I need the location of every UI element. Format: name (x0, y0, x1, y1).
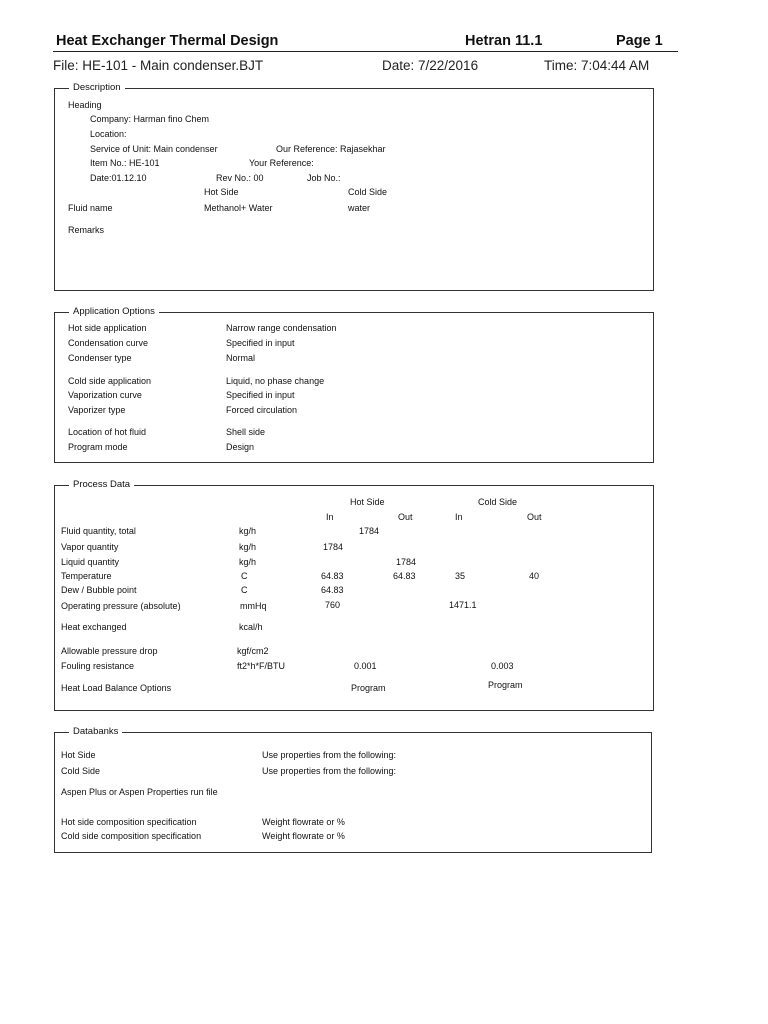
option-label: Program mode (68, 442, 128, 452)
fluid-name-label: Fluid name (68, 203, 113, 213)
hot-fouling: 0.001 (354, 661, 377, 671)
process-unit: kg/h (239, 542, 257, 552)
option-label: Hot side application (68, 323, 147, 333)
databank-label: Hot side composition specification (61, 817, 197, 827)
program-version: Hetran 11.1 (465, 33, 543, 49)
cold-in-pressure: 1471.1 (449, 600, 477, 610)
cold-side-heading: Cold Side (478, 497, 518, 507)
process-unit: ft2*h*F/BTU (237, 661, 286, 671)
process-label: Liquid quantity (61, 557, 120, 567)
process-unit: kgf/cm2 (237, 646, 269, 656)
process-label: Vapor quantity (61, 542, 119, 552)
process-unit: kcal/h (239, 622, 263, 632)
hot-side-heading: Hot Side (204, 187, 239, 197)
file-name: File: HE-101 - Main condenser.BJT (53, 58, 264, 73)
description-section (54, 82, 654, 291)
option-value: Design (226, 442, 255, 452)
option-value: Specified in input (226, 390, 295, 400)
process-label: Fluid quantity, total (61, 526, 136, 536)
databank-label: Cold side composition specification (61, 831, 202, 841)
cold-out-heading: Out (527, 512, 542, 522)
databanks-section (54, 726, 652, 853)
process-label: Operating pressure (absolute) (61, 601, 181, 611)
option-value: Shell side (226, 427, 266, 437)
cold-fluid-name: water (348, 203, 371, 213)
your-reference-field: Your Reference: (249, 158, 314, 168)
process-label: Dew / Bubble point (61, 585, 137, 595)
description-date-field: Date:01.12.10 (90, 173, 147, 183)
option-label: Location of hot fluid (68, 427, 147, 437)
revision-field: Rev No.: 00 (216, 173, 264, 183)
databank-value: Use properties from the following: (262, 750, 397, 760)
hot-out-heading: Out (398, 512, 413, 522)
process-label: Fouling resistance (61, 661, 135, 671)
hot-in-heading: In (326, 512, 334, 522)
process-unit: mmHq (240, 601, 267, 611)
option-label: Condensation curve (68, 338, 149, 348)
process-label: Temperature (61, 571, 112, 581)
option-value: Liquid, no phase change (226, 376, 325, 386)
header-divider (53, 51, 678, 52)
databanks-legend: Databanks (69, 725, 122, 739)
process-label: Allowable pressure drop (61, 646, 158, 656)
hot-heat-load-option: Program (351, 683, 386, 693)
cold-side-heading: Cold Side (348, 187, 388, 197)
page-number: Page 1 (616, 33, 663, 49)
hot-out-temp: 64.83 (393, 571, 416, 581)
report-date: Date: 7/22/2016 (382, 58, 479, 73)
option-label: Condenser type (68, 353, 132, 363)
databank-value: Weight flowrate or % (262, 817, 345, 827)
item-number-field: Item No.: HE-101 (90, 158, 160, 168)
service-field: Service of Unit: Main condenser (90, 144, 218, 154)
option-label: Vaporization curve (68, 390, 142, 400)
databank-value: Weight flowrate or % (262, 831, 345, 841)
hot-in-temp: 64.83 (321, 571, 344, 581)
heading-label: Heading (68, 100, 102, 110)
our-reference-field: Our Reference: Rajasekhar (276, 144, 386, 154)
process-data-legend: Process Data (69, 478, 134, 492)
process-label: Heat Load Balance Options (61, 683, 172, 693)
description-legend: Description (69, 81, 125, 95)
option-value: Narrow range condensation (226, 323, 337, 333)
cold-heat-load-option: Program (488, 680, 523, 690)
hot-fluid-name: Methanol+ Water (204, 203, 273, 213)
hot-out-liquid: 1784 (396, 557, 417, 567)
process-data-section (54, 479, 654, 711)
cold-in-temp: 35 (455, 571, 466, 581)
company-field: Company: Harman fino Chem (90, 114, 210, 124)
cold-in-heading: In (455, 512, 463, 522)
hot-in-pressure: 760 (325, 600, 341, 610)
report-title: Heat Exchanger Thermal Design (56, 33, 279, 49)
process-unit: C (241, 571, 248, 581)
cold-fouling: 0.003 (491, 661, 514, 671)
option-value: Forced circulation (226, 405, 298, 415)
option-value: Specified in input (226, 338, 295, 348)
option-value: Normal (226, 353, 256, 363)
databank-value: Use properties from the following: (262, 766, 397, 776)
databank-label: Aspen Plus or Aspen Properties run file (61, 787, 218, 797)
process-unit: C (241, 585, 248, 595)
remarks-label: Remarks (68, 225, 105, 235)
process-unit: kg/h (239, 557, 257, 567)
dew-point: 64.83 (321, 585, 344, 595)
hot-side-heading: Hot Side (350, 497, 385, 507)
option-label: Cold side application (68, 376, 152, 386)
location-field: Location: (90, 129, 127, 139)
hot-total-flow: 1784 (359, 526, 380, 536)
databank-label: Hot Side (61, 750, 96, 760)
job-number-field: Job No.: (307, 173, 341, 183)
cold-out-temp: 40 (529, 571, 540, 581)
report-time: Time: 7:04:44 AM (544, 58, 650, 73)
option-label: Vaporizer type (68, 405, 126, 415)
application-options-section (54, 306, 654, 463)
process-label: Heat exchanged (61, 622, 127, 632)
databank-label: Cold Side (61, 766, 101, 776)
application-options-legend: Application Options (69, 305, 159, 319)
process-unit: kg/h (239, 526, 257, 536)
hot-in-vapor: 1784 (323, 542, 344, 552)
